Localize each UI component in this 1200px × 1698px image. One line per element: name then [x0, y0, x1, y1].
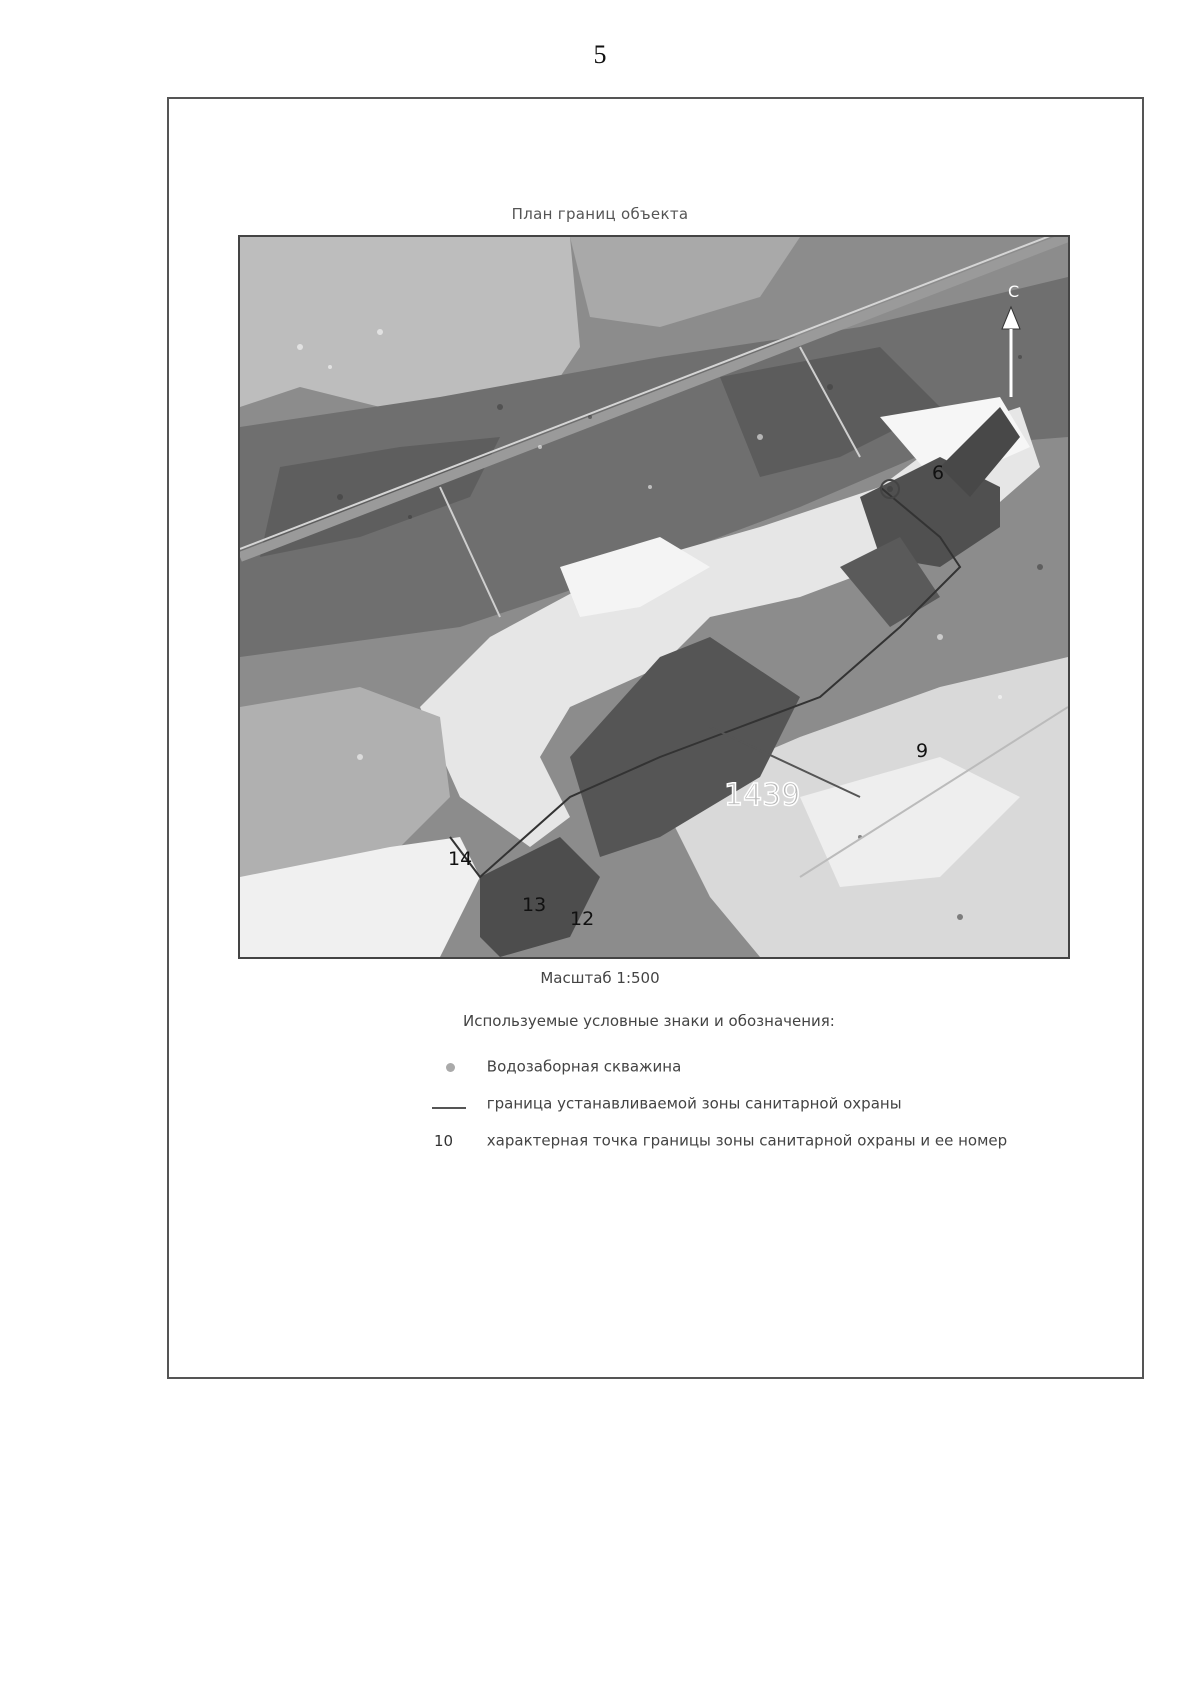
legend-item-point — [432, 1131, 1007, 1150]
point-label-9: 9 — [916, 740, 929, 762]
legend-item-boundary — [432, 1094, 902, 1113]
parcel-number: 1439 — [724, 778, 801, 813]
legend-item-text: Водозаборная скважина — [486, 1057, 682, 1076]
legend-title: Используемые условные знаки и обозначения: — [463, 1012, 835, 1030]
point-label-14: 14 — [448, 848, 473, 870]
legend-item-text: граница устанавливаемой зоны санитарной охраны — [486, 1094, 902, 1113]
legend-point-number: 10 — [434, 1131, 454, 1150]
map-title: План границ объекта — [511, 205, 689, 223]
map-scale: Масштаб 1:500 — [540, 969, 660, 987]
north-label: С — [1008, 282, 1020, 301]
aerial-map — [238, 235, 1070, 959]
point-label-12: 12 — [570, 908, 595, 930]
well-icon — [446, 1063, 455, 1072]
legend-item-text: характерная точка границы зоны санитарной охраны и ее номер — [486, 1131, 1008, 1150]
page-number: 5 — [593, 40, 607, 69]
legend-item-well — [432, 1057, 681, 1076]
boundary-line-icon — [432, 1107, 466, 1109]
point-label-6: 6 — [932, 462, 945, 484]
point-label-13: 13 — [522, 894, 547, 916]
